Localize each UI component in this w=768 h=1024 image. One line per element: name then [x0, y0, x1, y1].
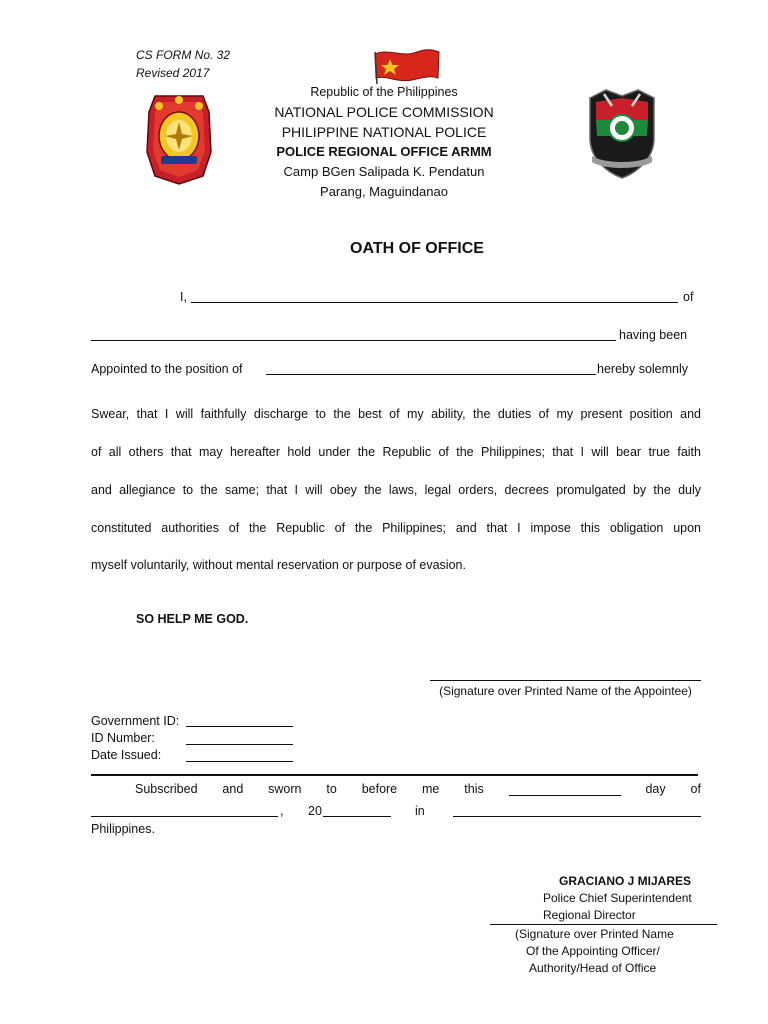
form-identifier — [136, 46, 230, 82]
officer-signature-caption — [470, 926, 730, 977]
oath-closing: SO HELP ME GOD. — [136, 612, 249, 626]
officer-caption-line: (Signature over Printed Name — [515, 927, 674, 941]
header-location: Parang, Maguindanao — [320, 184, 448, 199]
header-republic: Republic of the Philippines — [310, 85, 458, 99]
id-number-label: ID Number: — [91, 731, 155, 745]
form-revised: Revised 2017 — [136, 66, 210, 80]
oath-body — [91, 395, 701, 547]
sworn-word: sworn — [268, 782, 302, 796]
oath-of-label: of — [683, 290, 694, 304]
sworn-in-label: in — [415, 804, 425, 818]
sworn-word: this — [464, 782, 484, 796]
oath-having-been-label: having been — [619, 328, 688, 342]
sworn-statement-line — [91, 782, 701, 796]
sworn-word: Subscribed — [135, 782, 198, 796]
sworn-year-prefix: 20 — [308, 804, 322, 818]
appointee-address-field[interactable] — [91, 327, 616, 341]
sworn-of-label: of — [690, 782, 701, 796]
pro-armm-seal-icon — [584, 86, 660, 182]
gov-id-field[interactable] — [186, 713, 293, 727]
date-issued-field[interactable] — [186, 748, 293, 762]
date-issued-label: Date Issued: — [91, 748, 162, 762]
appointee-name-field[interactable] — [191, 289, 678, 303]
sworn-word: to — [326, 782, 337, 796]
id-number-field[interactable] — [186, 731, 293, 745]
officer-name: GRACIANO J MIJARES — [559, 874, 692, 888]
oath-hereby-label: hereby solemnly — [597, 362, 689, 376]
appointee-signature-field[interactable] — [430, 667, 701, 681]
header-pnp: PHILIPPINE NATIONAL POLICE — [281, 124, 487, 140]
officer-rank: Police Chief Superintendent — [543, 891, 692, 905]
sworn-day-field[interactable] — [509, 782, 621, 796]
oath-i-label: I, — [180, 290, 187, 304]
header-camp: Camp BGen Salipada K. Pendatun — [283, 164, 485, 179]
position-field[interactable] — [266, 361, 596, 375]
officer-position: Regional Director — [543, 908, 636, 922]
oath-body-line: constituted authorities of the Republic of the Philippines; and that I impose this obligation upon — [91, 521, 701, 535]
oath-body-last-line: myself voluntarily, without mental reservation or purpose of evasion. — [91, 558, 466, 572]
sworn-day-label: day — [645, 782, 666, 796]
sworn-comma: , — [280, 804, 284, 818]
oath-body-line: Swear, that I will faithfully discharge to the best of my ability, the duties of my present position and — [91, 407, 701, 421]
sworn-word: me — [422, 782, 440, 796]
oath-appointed-label: Appointed to the position of — [91, 362, 243, 376]
form-code: CS FORM No. 32 — [136, 48, 231, 62]
sworn-country: Philippines. — [91, 822, 155, 836]
officer-caption-line: Authority/Head of Office — [529, 961, 657, 975]
sworn-word: and — [222, 782, 244, 796]
header-regional-office: POLICE REGIONAL OFFICE ARMM — [276, 144, 492, 159]
oath-body-line: of all others that may hereafter hold under the Republic of the Philippines; that I will bear true faith — [91, 445, 701, 459]
appointee-signature-caption: (Signature over Printed Name of the Appointee) — [439, 684, 692, 698]
gov-id-label: Government ID: — [91, 714, 180, 728]
sworn-word: before — [361, 782, 398, 796]
oath-body-line: and allegiance to the same; that I will obey the laws, legal orders, decrees promulgated by the duly — [91, 483, 701, 497]
header-napolcom: NATIONAL POLICE COMMISSION — [274, 104, 494, 120]
section-divider — [91, 774, 698, 776]
officer-caption-line: Of the Appointing Officer/ — [526, 944, 660, 958]
sworn-month-field[interactable] — [91, 803, 278, 817]
sworn-place-field[interactable] — [453, 803, 701, 817]
officer-signature-field[interactable] — [490, 911, 717, 925]
philippine-flag-icon — [372, 48, 442, 84]
sworn-year-field[interactable] — [323, 803, 391, 817]
document-title: OATH OF OFFICE — [350, 240, 484, 257]
